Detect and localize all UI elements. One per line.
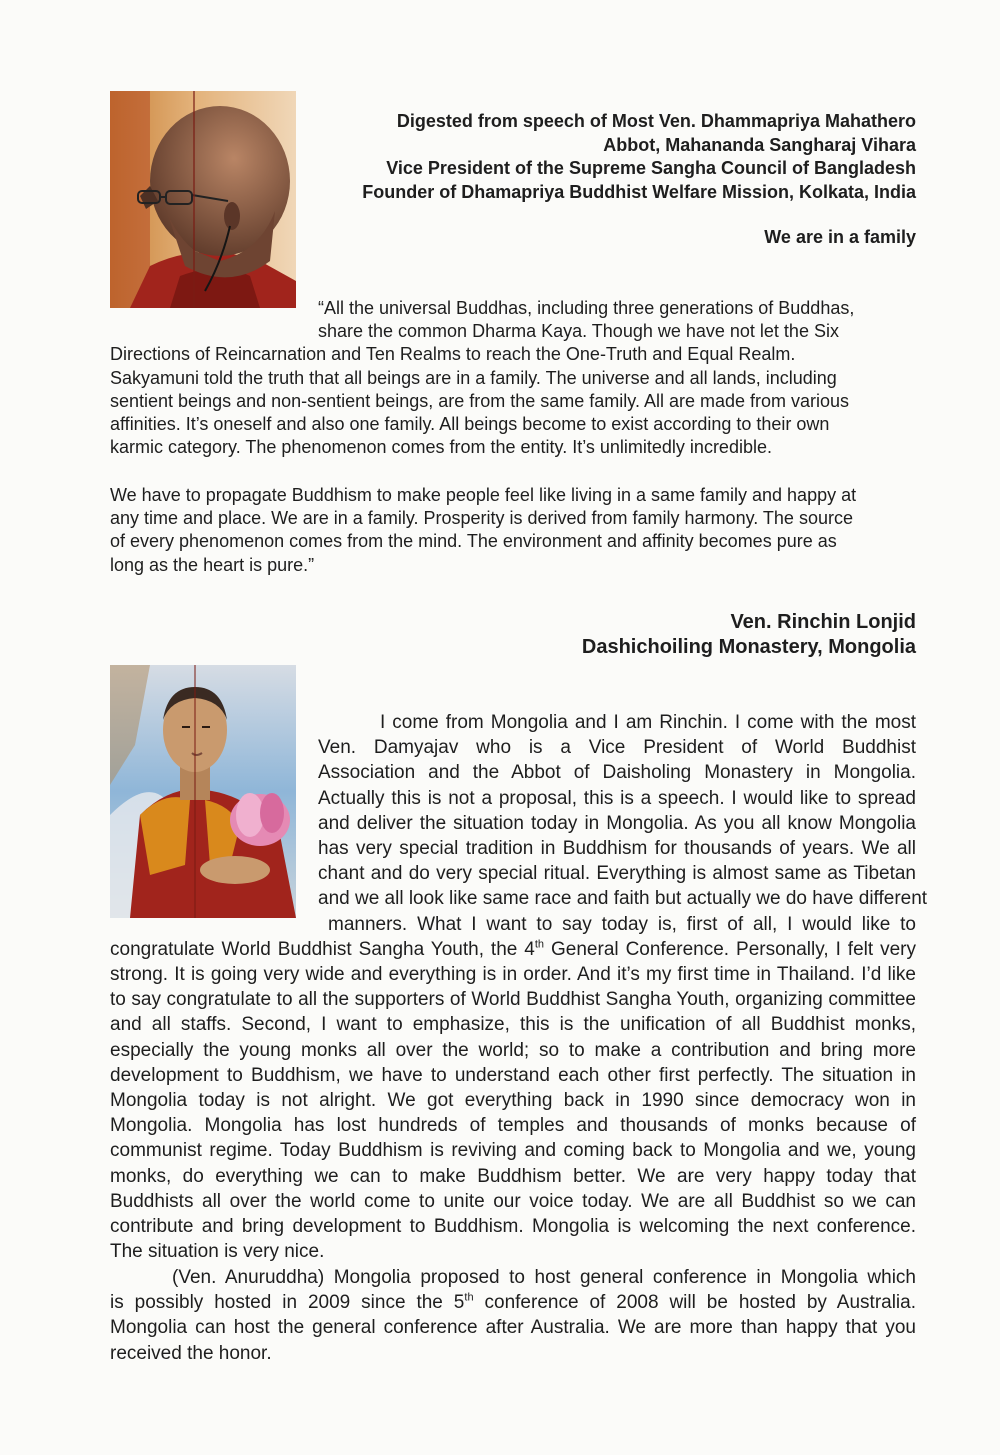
text-line: and all staffs. Second, I want to emphasize, this is the unification of all Buddhist monks, bbox=[110, 1014, 916, 1036]
portrait-illustration bbox=[110, 91, 296, 308]
text-line: “All the universal Buddhas, including three generations of Buddhas, bbox=[318, 298, 855, 318]
section-title: We are in a family bbox=[764, 227, 916, 247]
ordinal-suffix: th bbox=[464, 1291, 474, 1304]
text-line: and deliver the situation today in Mongolia. As you all know Mongolia bbox=[318, 812, 916, 834]
text-line: of every phenomenon comes from the mind. The environment and affinity becomes pure as bbox=[110, 531, 837, 552]
text-line: to say congratulate to all the supporters of World Buddhist Sangha Youth, organizing committee bbox=[110, 989, 916, 1011]
text-line: contribute and bring development to Buddhism. Mongolia is welcoming the next conference. bbox=[110, 1216, 916, 1238]
credential-line: Founder of Dhamapriya Buddhist Welfare Mission, Kolkata, India bbox=[362, 181, 916, 202]
text-line: Mongolia. Mongolia has lost hundreds of temples and thousands of monks because of bbox=[110, 1115, 916, 1137]
speaker-name: Ven. Rinchin Lonjid bbox=[730, 611, 916, 633]
text-line: strong. It is going very wide and everything is in order. And it’s my first time in Thailand. I’d like bbox=[110, 964, 916, 986]
text-line: and we all look like same race and faith but actually we do have different bbox=[318, 888, 928, 910]
text-line: We have to propagate Buddhism to make people feel like living in a same family and happy at bbox=[110, 485, 857, 505]
text-line: chant and do very special ritual. Everything is almost same as Tibetan bbox=[318, 863, 916, 885]
credential-line: Vice President of the Supreme Sangha Council of Bangladesh bbox=[386, 158, 916, 178]
text-line: development to Buddhism, we have to understand each other first perfectly. The situation in bbox=[110, 1064, 916, 1086]
speaker-credentials-2 bbox=[500, 610, 916, 660]
text-line: long as the heart is pure.” bbox=[110, 554, 315, 575]
text-line: has very special tradition in Buddhism for thousands of years. We all bbox=[318, 838, 916, 860]
text-fragment: conference of 2008 will be hosted by Australia. bbox=[473, 1292, 916, 1314]
text-line: Ven. Damyajav who is a Vice President of World Buddhist bbox=[318, 737, 916, 759]
text-line: Directions of Reincarnation and Ten Realms to reach the One-Truth and Equal Realm. bbox=[110, 344, 796, 365]
text-line: Mongolia can host the general conference after Australia. We are more than happy that you bbox=[110, 1317, 916, 1339]
text-fragment: congratulate World Buddhist Sangha Youth, the 4 bbox=[110, 938, 535, 960]
speech-paragraph-1 bbox=[110, 710, 928, 1264]
text-line: Actually this is not a proposal, this is a speech. I would like to spread bbox=[318, 787, 916, 809]
text-line: received the honor. bbox=[110, 1342, 272, 1364]
text-line: I come from Mongolia and I am Rinchin. I come with the most bbox=[380, 712, 916, 733]
text-line: affinities. It’s oneself and also one family. All beings become to exist according to their own bbox=[110, 414, 830, 435]
text-line: Buddhists all over the world come to unite our voice today. We are all Buddhist so we can bbox=[110, 1190, 916, 1212]
text-line: any time and place. We are in a family. Prosperity is derived from family harmony. The source bbox=[110, 508, 853, 529]
quote-paragraph-2 bbox=[110, 484, 910, 577]
text-line: The situation is very nice. bbox=[110, 1241, 325, 1263]
text-line: especially the young monks all over the world; so to make a contribution and bring more bbox=[110, 1039, 916, 1061]
text-fragment: General Conference. Personally, I felt very bbox=[544, 938, 917, 960]
text-line: monks, do everything we can to make Buddhism better. We are very happy today that bbox=[110, 1165, 916, 1187]
text-line: sentient beings and non-sentient beings, are from the same family. All are made from various bbox=[110, 390, 850, 411]
speaker-affiliation: Dashichoiling Monastery, Mongolia bbox=[581, 636, 916, 658]
monk-portrait-photo bbox=[110, 91, 296, 308]
text-line: Mongolia today is not alright. We got everything back in 1990 since democracy won in bbox=[110, 1090, 916, 1112]
text-line: communist regime. Today Buddhism is reviving and coming back to Mongolia and we, young bbox=[110, 1140, 916, 1162]
ordinal-suffix: th bbox=[534, 938, 545, 951]
text-line: Association and the Abbot of Daisholing Monastery in Mongolia. bbox=[318, 762, 916, 784]
text-fragment: is possibly hosted in 2009 since the 5 bbox=[110, 1292, 465, 1314]
text-line: share the common Dharma Kaya. Though we have not let the Six bbox=[318, 321, 839, 342]
text-line: karmic category. The phenomenon comes from the entity. It’s unlimitedly incredible. bbox=[110, 437, 772, 458]
text-line: (Ven. Anuruddha) Mongolia proposed to host general conference in Mongolia which bbox=[172, 1267, 916, 1288]
credential-line: Digested from speech of Most Ven. Dhammapriya Mahathero bbox=[396, 111, 916, 131]
speech-paragraph-2 bbox=[110, 1265, 916, 1366]
text-line: manners. What I want to say today is, first of all, I would like to bbox=[328, 913, 916, 935]
text-line bbox=[110, 937, 916, 962]
quote-paragraph-1 bbox=[110, 297, 910, 459]
credential-line: Abbot, Mahananda Sangharaj Vihara bbox=[603, 134, 916, 155]
text-line bbox=[110, 1290, 916, 1315]
speaker-credentials-1 bbox=[300, 110, 916, 204]
text-line: Sakyamuni told the truth that all beings are in a family. The universe and all lands, including bbox=[110, 367, 837, 388]
